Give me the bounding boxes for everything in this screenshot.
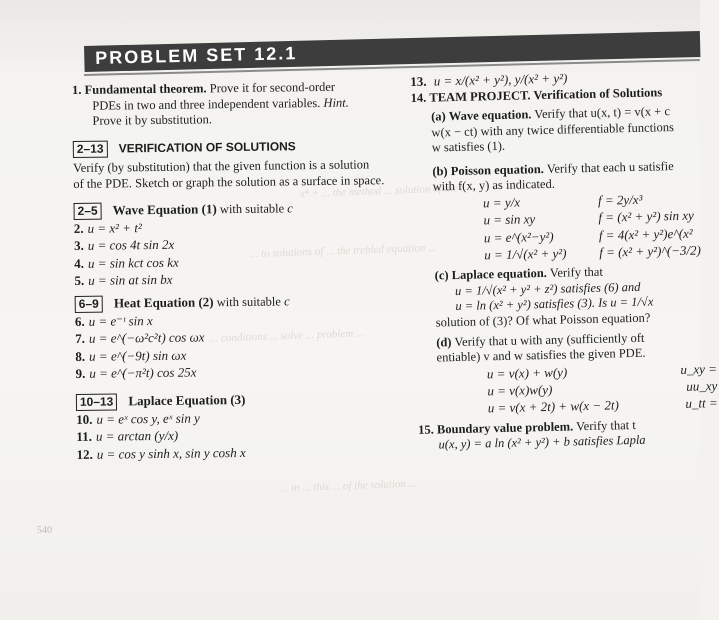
problem-expression: u = arctan (y/x) (95, 428, 179, 445)
problem-number: 1. (72, 82, 82, 97)
u-expression: u = e^(x²−y²) (483, 228, 554, 245)
problem-title: Boundary value problem. (436, 418, 574, 436)
problem-number: 13. (410, 73, 427, 89)
problem-expression: u = sin at sin bx (88, 271, 173, 288)
part-c (415, 262, 716, 331)
part-a (411, 103, 712, 157)
pde-expression: u_tt = (685, 395, 718, 412)
f-expression: f = (x² + y²)^(−3/2) (599, 242, 702, 260)
problem-number: 8. (75, 348, 86, 364)
u-expression: u = v(x)w(y) (487, 381, 553, 399)
u-expression: u = y/x (482, 194, 521, 211)
part-text: w satisfies (1). (431, 138, 506, 155)
section-title: VERIFICATION OF SOLUTIONS (118, 139, 296, 156)
u-expression: u = sin xy (483, 211, 536, 228)
section-text: of the PDE. Sketch or graph the solution as a surface in space. (73, 172, 385, 191)
problem-number: 4. (74, 255, 85, 271)
group-title: Wave Equation (1) (112, 201, 217, 218)
problem-expression: u = e⁻ᵗ sin x (88, 313, 153, 329)
part-equation: u = ln (x² + y²) satisfies (3). Is u = 1/√x (455, 294, 654, 314)
part-text: Verify that (549, 264, 604, 280)
u-expression: u = v(x) + w(y) (486, 364, 568, 382)
problem-expression: u = eˣ cos y, eˣ sin y (96, 410, 200, 427)
problem-number: 2. (73, 220, 84, 237)
problem-expression: u = x² + t² (87, 220, 142, 236)
problem-expression: u = cos 4t sin 2x (87, 237, 175, 254)
problem-title: TEAM PROJECT. Verification of Solutions (429, 85, 663, 105)
part-title: Laplace equation. (451, 265, 547, 283)
section-range-label: 2–13 (73, 140, 108, 157)
right-column (410, 61, 719, 453)
problem-number: 7. (75, 331, 86, 347)
part-title: Wave equation. (448, 107, 532, 124)
hint-label: Hint. (323, 95, 349, 110)
pde-expression: u_xy = (680, 360, 718, 377)
pde-expression: uu_xy (686, 378, 718, 394)
group-suffix: with suitable (216, 294, 281, 310)
problem-expression: u = e^(−π²t) cos 25x (89, 364, 197, 381)
group-range-label: 6–9 (75, 296, 103, 313)
part-b (412, 158, 714, 265)
list-item (76, 443, 406, 463)
problem-set-title: PROBLEM SET 12.1 (95, 43, 298, 68)
problem-number: 3. (73, 238, 84, 254)
part-text: Verify that each u satisfie (546, 158, 674, 176)
problem-14 (411, 84, 718, 418)
verification-section (73, 137, 404, 192)
bleed-through-text: x⁴ + ... the method ... solution of the ... (299, 182, 470, 200)
section-text: Verify (by substitution) that the given function is a solution (72, 157, 370, 175)
problem-expression: u = cos y sinh x, sin y cosh x (96, 444, 246, 462)
problem-1 (72, 79, 403, 130)
problem-expression: u = x/(x² + y²), y/(x² + y²) (433, 70, 568, 89)
problem-number: 12. (76, 446, 93, 462)
wave-equation-group (74, 199, 405, 289)
problem-number: 9. (75, 365, 86, 381)
problem-expression: u = e^(−9t) sin ωx (89, 347, 187, 364)
problem-text: PDEs in two and three independent variables. (92, 95, 321, 113)
problem-number: 15. (418, 422, 434, 437)
problem-text: Prove it by substitution. (92, 112, 213, 129)
part-label: (d) (436, 334, 452, 349)
group-title: Laplace Equation (3) (128, 392, 246, 409)
problem-text: u(x, y) = a ln (x² + y²) + b satisfies Lapla (438, 432, 646, 452)
f-expression: f = 2y/x³ (597, 191, 643, 208)
problem-number: 11. (76, 429, 92, 445)
u-expression: u = v(x + 2t) + w(x − 2t) (487, 397, 619, 416)
problem-title: Fundamental theorem. (84, 81, 207, 97)
part-title: Poisson equation. (450, 161, 544, 178)
page-number: 540 (37, 525, 52, 536)
problem-15 (418, 416, 719, 454)
group-suffix: with suitable (219, 201, 285, 217)
part-text: solution of (3)? Of what Poisson equation? (435, 310, 651, 330)
part-label: (a) (430, 109, 446, 124)
part-equation: u = 1/√(x² + y² + z²) satisfies (6) and (454, 279, 641, 298)
problem-text: Verify that t (575, 417, 636, 433)
f-expression: f = 4(x² + y²)e^(x² (598, 225, 693, 243)
bleed-through-text: ... in ... this ... of the solution ... (279, 477, 418, 495)
problem-expression: u = e^(−ω²c²t) cos ωx (88, 329, 205, 347)
bleed-through-text: ... to solutions of ... the trebled equation ... (249, 241, 437, 261)
laplace-equation-group (76, 390, 407, 463)
problem-number: 5. (74, 272, 85, 288)
group-variable: c (283, 294, 290, 309)
part-d (416, 329, 718, 419)
part-text: with f(x, y) as indicated. (432, 177, 556, 194)
part-text: w(x − ct) with any twice differentiable functions (431, 119, 675, 140)
problem-expression: u = sin kct cos kx (87, 254, 179, 271)
group-title: Heat Equation (2) (113, 294, 214, 311)
group-variable: c (287, 201, 293, 216)
part-text: Verify that u with any (sufficiently oft (454, 330, 645, 349)
problem-number: 14. (410, 90, 427, 106)
part-text: Verify that u(x, t) = v(x + c (534, 103, 671, 122)
part-text: entiable) v and w satisfies the given PDE. (436, 345, 646, 365)
group-range-label: 2–5 (74, 203, 102, 220)
problem-text: Prove it for second-order (209, 79, 336, 96)
problem-number: 10. (76, 411, 93, 428)
bleed-through-text: ... conditions ... solve ... problem ... (209, 327, 365, 345)
heat-equation-group (75, 292, 406, 382)
part-label: (c) (434, 268, 449, 283)
u-expression: u = 1/√(x² + y²) (484, 245, 567, 263)
group-range-label: 10–13 (76, 394, 118, 412)
left-column (72, 76, 407, 464)
problem-number: 6. (74, 313, 85, 330)
part-label: (b) (432, 163, 448, 179)
f-expression: f = (x² + y²) sin xy (598, 207, 694, 226)
